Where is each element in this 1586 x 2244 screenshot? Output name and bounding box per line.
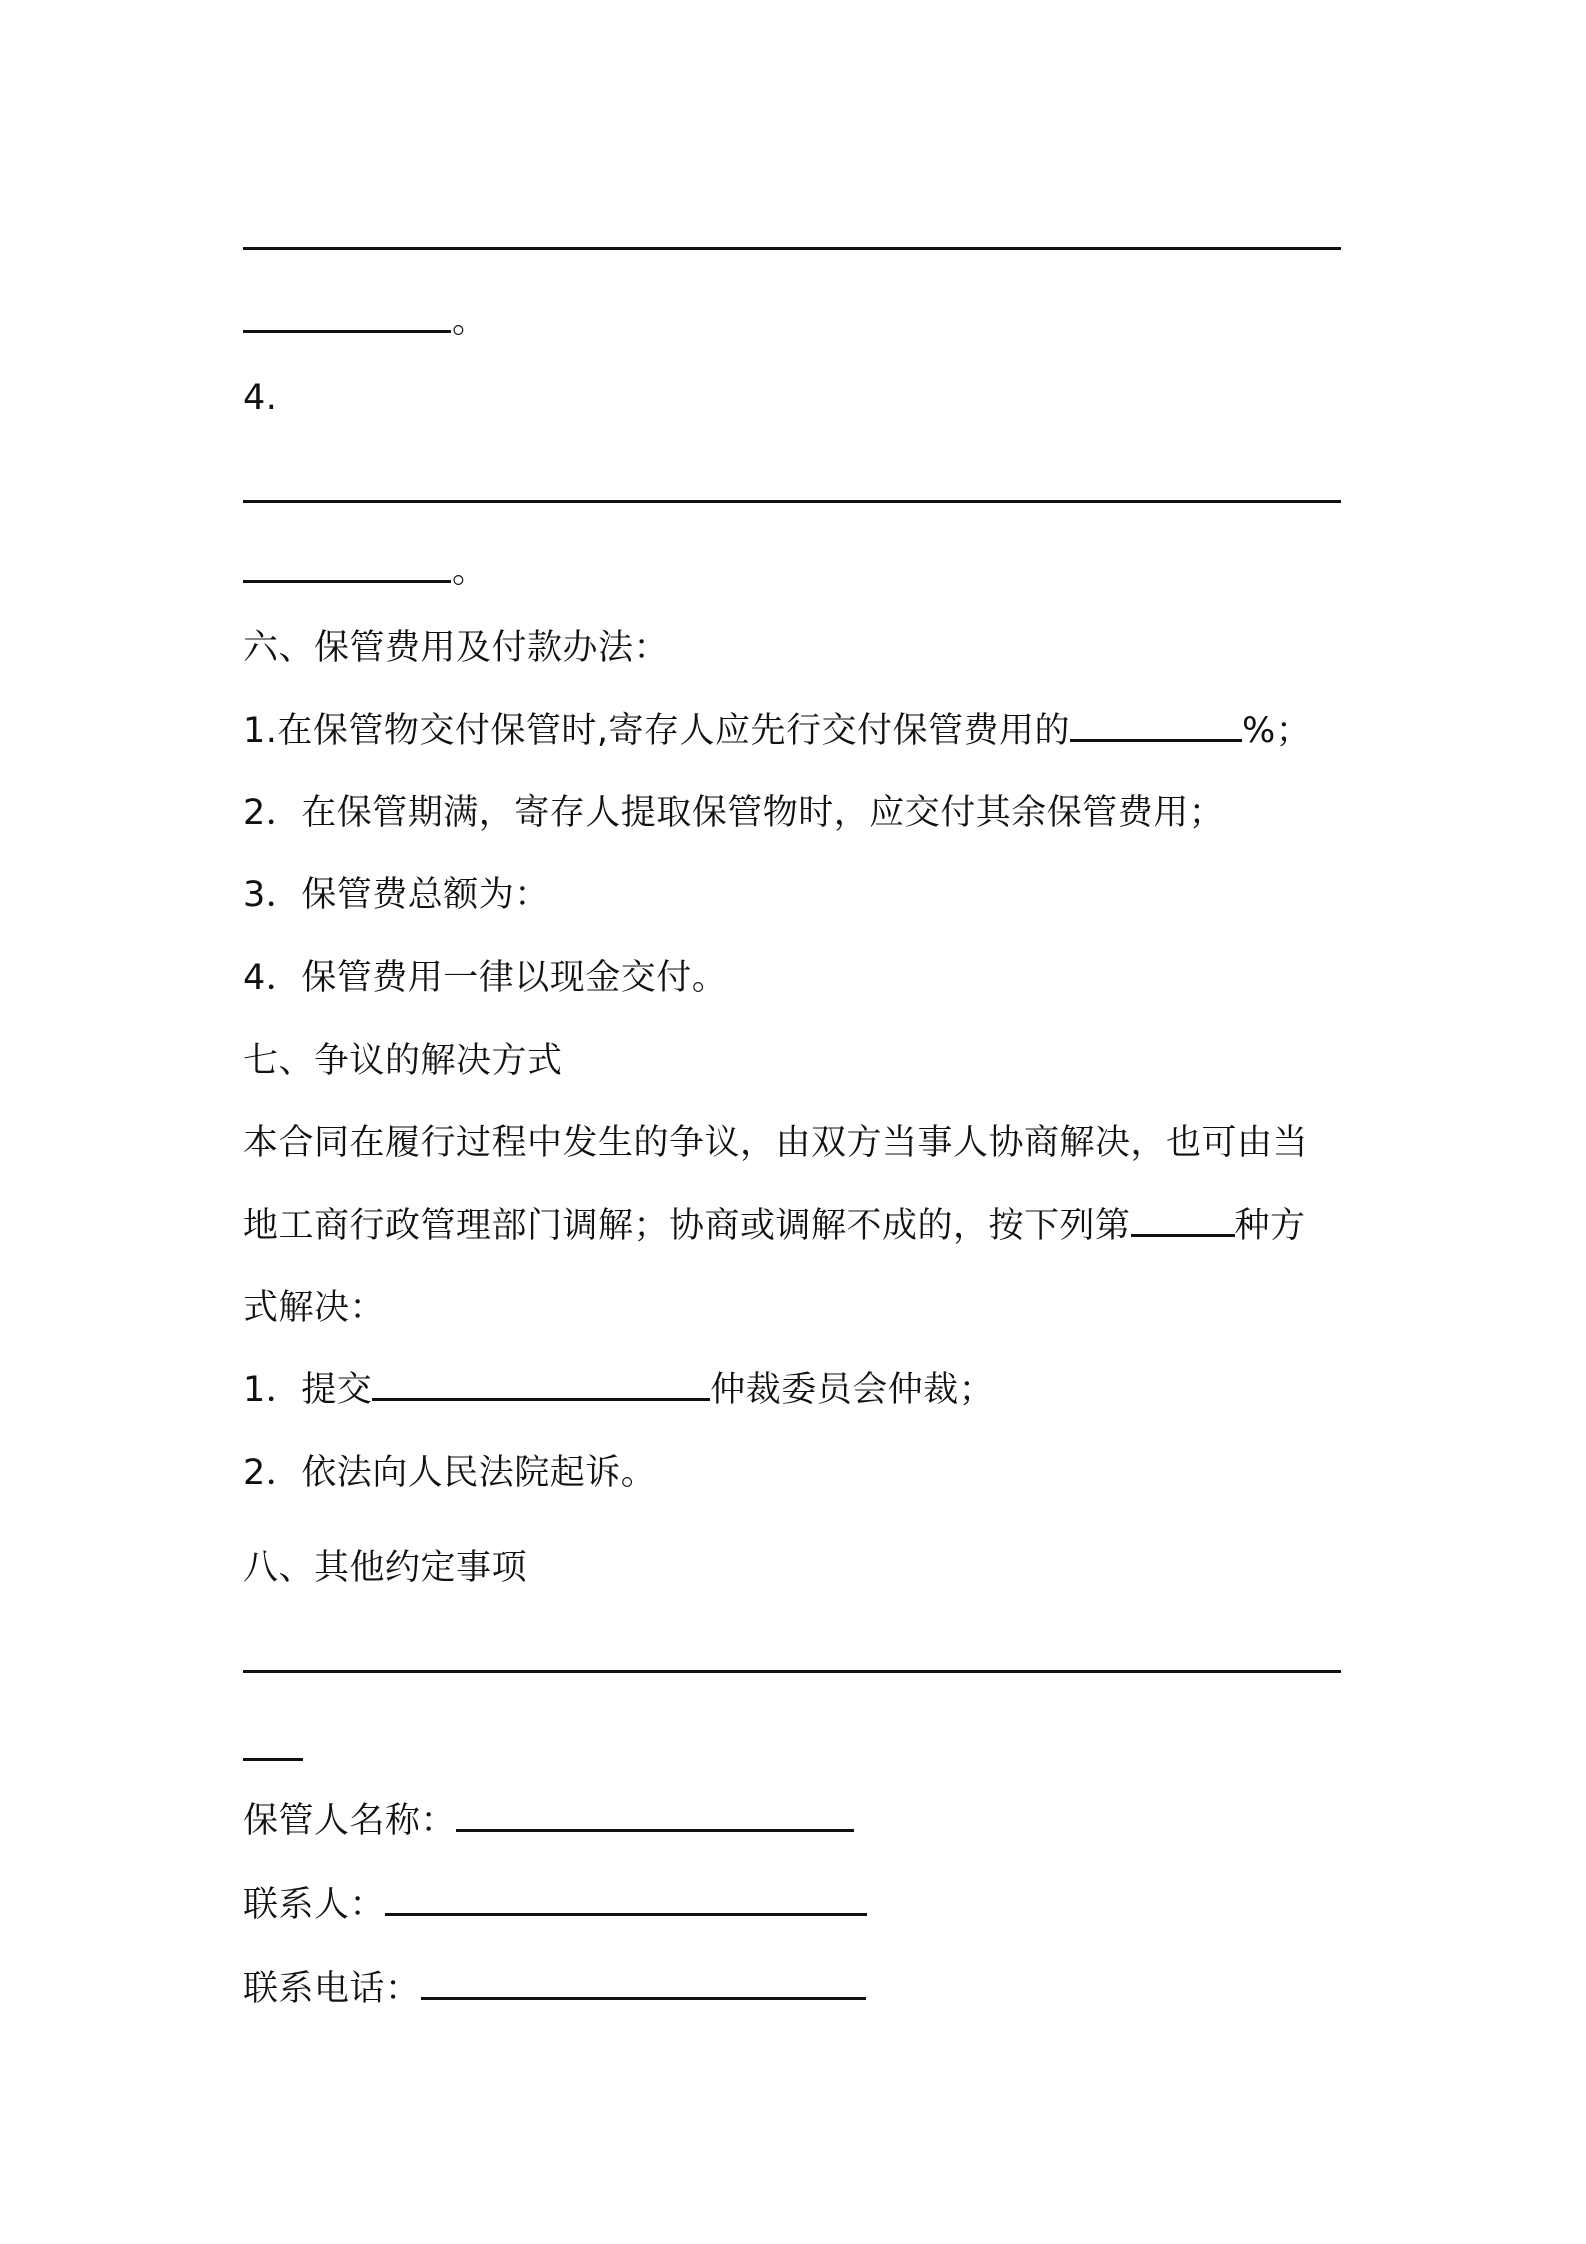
custodian-name-blank: [456, 1799, 854, 1832]
section-6-line-1-text: 1.在保管物交付保管时,寄存人应先行交付保管费用的: [243, 711, 1071, 751]
percent-blank: [1070, 709, 1242, 742]
blank-line-short: [243, 330, 451, 333]
option-number-blank: [1131, 1204, 1235, 1237]
custodian-name-row: [243, 1798, 854, 1844]
section-7-para-line-1: 本合同在履行过程中发生的争议，由双方当事人协商解决，也可由当: [243, 1123, 1309, 1163]
section-7-para-line-2: [243, 1203, 1306, 1249]
section-6-line-4: 4．保管费用一律以现金交付。: [243, 958, 728, 998]
arbitration-blank: [372, 1368, 710, 1401]
contact-blank: [385, 1883, 867, 1916]
section-7-option-1-text: 1．提交: [243, 1370, 373, 1410]
section-8-heading: 八、其他约定事项: [243, 1548, 528, 1588]
item-4-number: 4.: [243, 378, 278, 418]
blank-line: [243, 500, 1341, 503]
section-7-para-line-2-suffix: 种方: [1234, 1206, 1306, 1246]
section-7-para-line-3: 式解决：: [243, 1288, 386, 1328]
period: 。: [452, 551, 488, 591]
blank-line-short: [243, 580, 451, 583]
blank-line: [243, 1670, 1341, 1673]
section-7-heading: 七、争议的解决方式: [243, 1041, 563, 1081]
contact-label: 联系人：: [243, 1885, 386, 1925]
section-6-heading: 六、保管费用及付款办法：: [243, 628, 670, 668]
section-6-line-2: 2．在保管期满，寄存人提取保管物时，应交付其余保管费用；: [243, 793, 1225, 833]
phone-row: [243, 1966, 866, 2012]
blank-line: [243, 247, 1341, 250]
section-7-option-2: 2．依法向人民法院起诉。: [243, 1453, 657, 1493]
phone-blank: [421, 1967, 866, 2000]
blank-line-short: [243, 1758, 303, 1761]
section-7-option-1-suffix: 仲裁委员会仲裁；: [710, 1370, 995, 1410]
section-6-line-3: 3．保管费总额为：: [243, 875, 550, 915]
section-6-line-1-suffix: %；: [1242, 711, 1312, 751]
section-7-option-1: [243, 1367, 994, 1413]
custodian-name-label: 保管人名称：: [243, 1801, 457, 1841]
section-7-para-line-2-text: 地工商行政管理部门调解；协商或调解不成的，按下列第: [243, 1206, 1131, 1246]
period: 。: [452, 301, 488, 341]
contact-row: [243, 1882, 867, 1928]
phone-label: 联系电话：: [243, 1969, 421, 2009]
section-6-line-1: [243, 708, 1311, 754]
